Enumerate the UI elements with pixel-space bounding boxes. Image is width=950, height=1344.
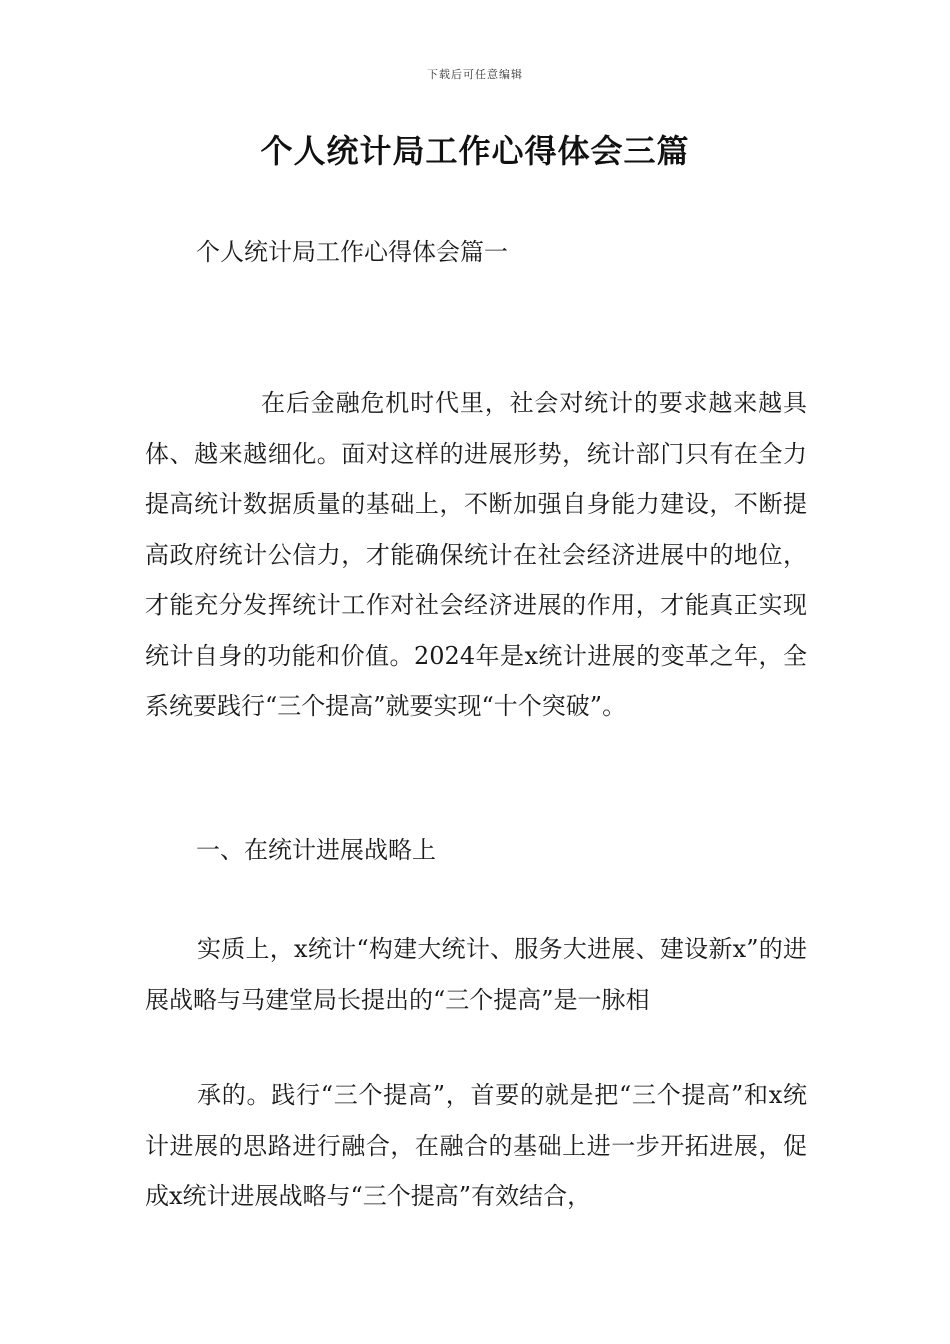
section-heading-1: 一、在统计进展战略上 [196, 836, 436, 864]
section-subtitle: 个人统计局工作心得体会篇一 [196, 238, 508, 266]
body-paragraph-1: 在后金融危机时代里，社会对统计的要求越来越具体、越来越细化。面对这样的进展形势，统计部门只有在全力提高统计数据质量的基础上，不断加强自身能力建设，不断提高政府统计公信力，才能确保统计在社会经济进展中的地位，才能充分发挥统计工作对社会经济进展的作用，才能真正实现统计自身的功能和价值。2024年是x统计进展的变革之年，全系统要践行“三个提高”就要实现“十个突破”。 [145, 389, 807, 720]
document-title: 个人统计局工作心得体会三篇 [260, 132, 690, 170]
page-header-note: 下载后可任意编辑 [427, 68, 523, 81]
body-paragraph-3: 承的。践行“三个提高”，首要的就是把“三个提高”和x统计进展的思路进行融合，在融合的基础上进一步开拓进展，促成x统计进展战略与“三个提高”有效结合， [145, 1081, 807, 1210]
body-paragraph-2: 实质上，x统计“构建大统计、服务大进展、建设新x”的进展战略与马建堂局长提出的“三个提高”是一脉相 [145, 935, 807, 1014]
